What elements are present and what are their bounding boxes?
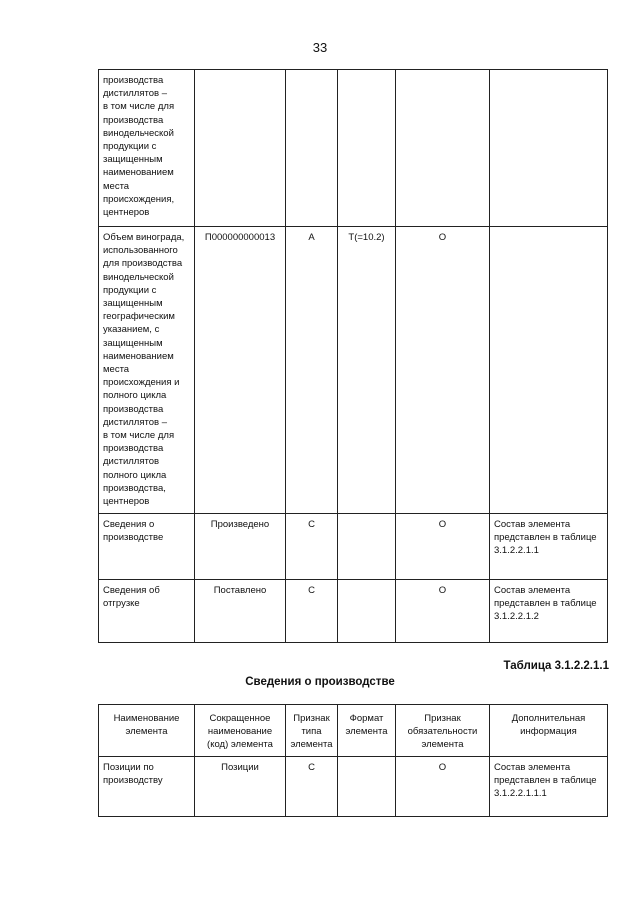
element-format (338, 514, 396, 580)
element-format (338, 580, 396, 643)
table-row (99, 70, 608, 227)
element-format: Т(=10.2) (338, 227, 396, 514)
element-type: С (286, 514, 338, 580)
element-info (490, 227, 608, 514)
element-info: Состав элемента представлен в таблице 3.1.2.2.1.1 (490, 514, 608, 580)
element-code: П000000000013 (195, 227, 286, 514)
table-header-row (99, 705, 608, 757)
element-required: О (396, 756, 490, 816)
element-type: С (286, 756, 338, 816)
table-row (99, 580, 608, 643)
element-name: Сведения об отгрузке (99, 580, 195, 643)
table-row (99, 227, 608, 514)
table-row (99, 514, 608, 580)
element-required: О (396, 514, 490, 580)
column-header-name: Наименование элемента (99, 705, 195, 757)
element-name: Объем винограда, использованного для производства винодельческой продукции с защищенным географическим указанием, с защищенным наименованием места происхождения и полного цикла производства дистиллятов – в том числе для производства дистиллятов полного цикла производства, центнеров (99, 227, 195, 514)
element-name: Сведения о производстве (99, 514, 195, 580)
element-name: производства дистиллятов – в том числе для производства винодельческой продукции с защищенным наименованием места происхождения, центнеров (99, 70, 195, 227)
element-format (338, 70, 396, 227)
column-header-format: Формат элемента (338, 705, 396, 757)
column-header-required: Признак обязательности элемента (396, 705, 490, 757)
element-code: Позиции (195, 756, 286, 816)
element-required (396, 70, 490, 227)
column-header-info: Дополнительная информация (490, 705, 608, 757)
element-type (286, 70, 338, 227)
element-info (490, 70, 608, 227)
element-code: Произведено (195, 514, 286, 580)
table-title: Сведения о производстве (245, 676, 395, 688)
column-header-code: Сокращенное наименование (код) элемента (195, 705, 286, 757)
element-name: Позиции по производству (99, 756, 195, 816)
element-format (338, 756, 396, 816)
element-required: О (396, 227, 490, 514)
element-info: Состав элемента представлен в таблице 3.1.2.2.1.2 (490, 580, 608, 643)
table-row (99, 756, 608, 816)
element-code: Поставлено (195, 580, 286, 643)
element-info: Состав элемента представлен в таблице 3.1.2.2.1.1.1 (490, 756, 608, 816)
element-type: С (286, 580, 338, 643)
production-info-table (98, 704, 608, 817)
table-caption: Таблица 3.1.2.2.1.1 (503, 660, 609, 672)
element-required: О (396, 580, 490, 643)
element-code (195, 70, 286, 227)
elements-table-continued (98, 69, 608, 643)
page-number: 33 (312, 40, 328, 55)
column-header-type: Признак типа элемента (286, 705, 338, 757)
element-type: А (286, 227, 338, 514)
